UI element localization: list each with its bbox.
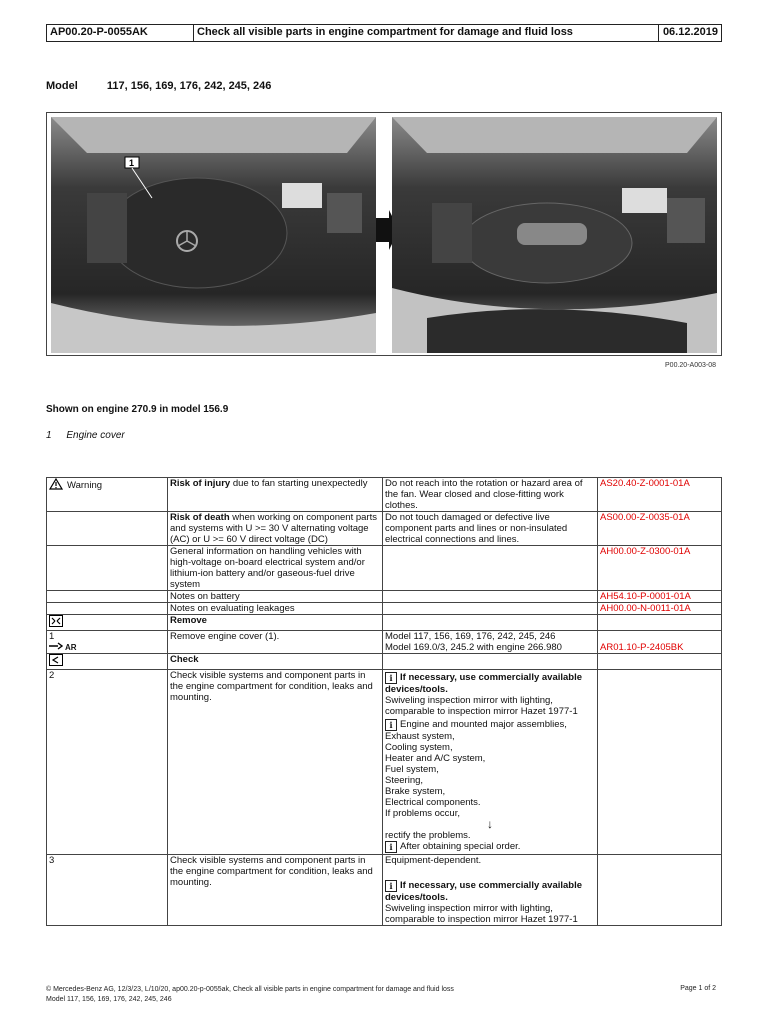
warning-label: Warning <box>67 480 103 491</box>
ref-link[interactable]: AH00.00-Z-0300-01A <box>598 546 722 591</box>
step-number: 2 <box>47 670 168 855</box>
photo-right <box>392 117 717 353</box>
engine-photos <box>47 113 721 355</box>
info-cell: General information on handling vehicles with high-voltage on-board electrical system and/or lithium-ion battery and/or gaseous-fuel drive system <box>168 546 383 591</box>
tool-indicator <box>49 642 165 653</box>
risk-title: Risk of death <box>170 512 230 523</box>
copyright: © Mercedes-Benz AG, 12/3/23, L/10/20, ap00.20-p-0055ak, Check all visible parts in engine compartment for damage and fluid loss <box>46 986 454 993</box>
rectify-text: rectify the problems. <box>385 830 471 841</box>
table-row <box>47 546 722 591</box>
system-item: Fuel system, <box>385 764 439 775</box>
document-header <box>46 24 722 42</box>
ref-link[interactable]: AH54.10-P-0001-01A <box>598 591 722 603</box>
note-heading: Engine and mounted major assemblies, <box>400 719 567 730</box>
step-row <box>47 670 722 855</box>
photo-left <box>51 117 376 353</box>
info-box-icon: i <box>385 719 397 731</box>
remove-icon <box>49 615 63 627</box>
special-order-text: After obtaining special order. <box>400 841 521 852</box>
info-box-icon: i <box>385 672 397 684</box>
step-text: Remove engine cover (1). <box>168 631 383 654</box>
system-item: Brake system, <box>385 786 446 797</box>
step-row <box>47 855 722 926</box>
ref-link[interactable]: AH00.00-N-0011-01A <box>598 603 722 615</box>
figure-legend <box>46 430 125 441</box>
doc-date: 06.12.2019 <box>662 26 718 38</box>
table-row <box>47 512 722 546</box>
warning-triangle-icon <box>49 478 63 490</box>
info-cell: Notes on battery <box>168 591 383 603</box>
section-row-remove <box>47 615 722 631</box>
step-row <box>47 631 722 654</box>
step-text: Check visible systems and component parts in the engine compartment for condition, leaks and mounting. <box>168 855 383 926</box>
tool-icon <box>49 642 63 650</box>
doc-title: Check all visible parts in engine compartment for damage and fluid loss <box>194 25 659 41</box>
check-icon <box>49 654 63 666</box>
table-row <box>47 478 722 512</box>
system-item: Exhaust system, <box>385 731 455 742</box>
footer-model: Model 117, 156, 169, 176, 242, 245, 246 <box>46 996 172 1003</box>
ref-link[interactable]: AS00.00-Z-0035-01A <box>598 512 722 546</box>
table-row <box>47 591 722 603</box>
action-cell: Do not touch damaged or defective live component parts and lines or non-insulated electrical connections and lines. <box>383 512 598 546</box>
figure-reference: P00.20-A003-08 <box>665 362 716 369</box>
system-item: Electrical components. <box>385 797 481 808</box>
risk-title: Risk of injury <box>170 478 231 489</box>
info-box-icon: i <box>385 880 397 892</box>
tool-label: AR <box>64 643 77 652</box>
system-item: Cooling system, <box>385 742 453 753</box>
ref-link[interactable]: AS20.40-Z-0001-01A <box>598 478 722 512</box>
section-heading: Remove <box>168 615 383 631</box>
system-item: Steering, <box>385 775 424 786</box>
model-condition: Model 117, 156, 169, 176, 242, 245, 246 <box>385 631 556 642</box>
legend-number: 1 <box>46 430 52 441</box>
page-footer <box>46 985 454 1005</box>
info-box-icon: i <box>385 841 397 853</box>
risk-text: when working on component parts and systems with U >= 30 V alternating voltage (AC) or U >= 60 V direct voltage (DC) <box>170 512 377 545</box>
shown-on-note: Shown on engine 270.9 in model 156.9 <box>46 404 229 415</box>
info-cell: Notes on evaluating leakages <box>168 603 383 615</box>
action-cell: Do not reach into the rotation or hazard area of the fan. Wear closed and close-fitting work clothes. <box>383 478 598 512</box>
warning-cell <box>47 478 168 512</box>
note-text: Swiveling inspection mirror with lighting, comparable to inspection mirror Hazet 1977-1 <box>385 903 578 925</box>
section-heading: Check <box>168 654 383 670</box>
section-row-check <box>47 654 722 670</box>
ref-link[interactable]: AR01.10-P-2405BK <box>600 642 684 653</box>
note-text: Swiveling inspection mirror with lighting, comparable to inspection mirror Hazet 1977-1 <box>385 695 578 717</box>
table-row <box>47 603 722 615</box>
equipment-note: Equipment-dependent. <box>385 855 482 866</box>
risk-text: due to fan starting unexpectedly <box>230 478 368 489</box>
doc-id: AP00.20-P-0055AK <box>47 25 194 41</box>
problem-text: If problems occur, <box>385 808 460 819</box>
procedure-table <box>46 477 722 926</box>
arrow-down-icon: ↓ <box>487 817 493 831</box>
engine-figure <box>46 112 722 356</box>
note-heading: If necessary, use commercially available devices/tools. <box>385 880 583 903</box>
model-value: 117, 156, 169, 176, 242, 245, 246 <box>106 80 272 92</box>
model-label: Model <box>46 80 78 92</box>
step-number: 3 <box>47 855 168 926</box>
step-text: Check visible systems and component parts in the engine compartment for condition, leaks and mounting. <box>168 670 383 855</box>
step-number: 1 <box>49 631 55 642</box>
note-heading: If necessary, use commercially available devices/tools. <box>385 672 583 695</box>
legend-text: Engine cover <box>66 430 125 441</box>
figure-callout: 1 <box>129 158 135 168</box>
model-line <box>46 80 271 92</box>
system-item: Heater and A/C system, <box>385 753 486 764</box>
model-condition: Model 169.0/3, 245.2 with engine 266.980 <box>385 642 562 653</box>
page-number: Page 1 of 2 <box>680 985 716 992</box>
